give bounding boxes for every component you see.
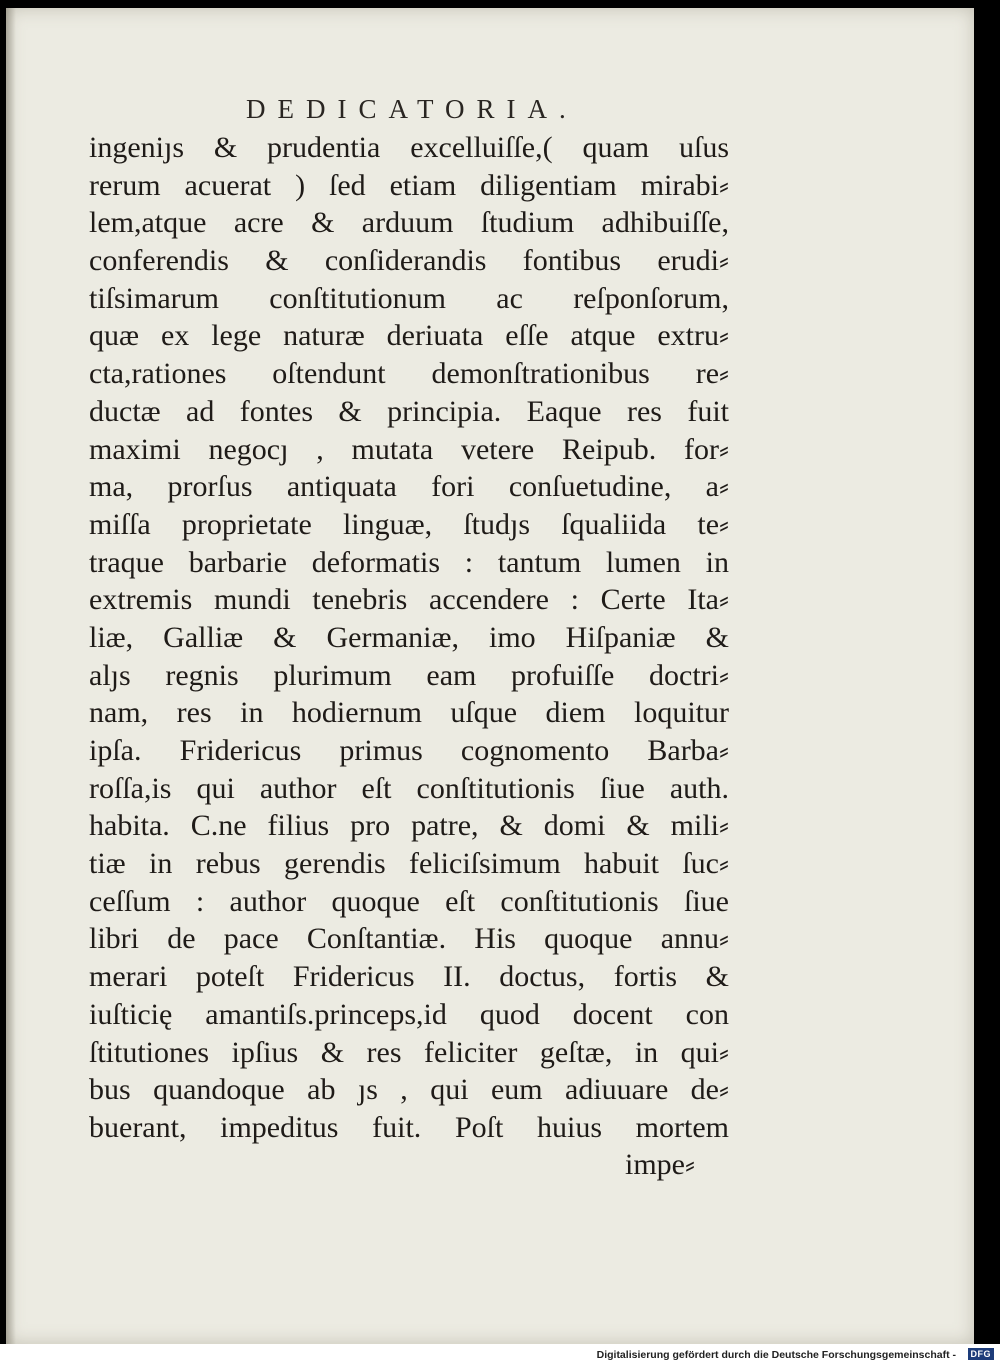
- text-line: alȷs regnis plurimum eam profuiſſe doctri⸗: [89, 658, 729, 692]
- body-text: [89, 129, 729, 1147]
- text-line: miſſa proprietate linguæ, ſtudȷs ſqualiida te⸗: [89, 507, 729, 541]
- text-line: libri de pace Conſtantiæ. His quoque annu⸗: [89, 922, 729, 956]
- text-line: liæ, Galliæ & Germaniæ, imo Hiſpaniæ &: [89, 620, 729, 654]
- text-line: merari poteſt Fridericus II. doctus, fortis &: [89, 960, 729, 994]
- text-line: bus quandoque ab ȷs , qui eum adiuuare de⸗: [89, 1073, 729, 1107]
- text-line: iuſticię amantiſs.princeps,id quod docent con: [89, 997, 729, 1031]
- text-line: tiſsimarum conſtitutionum ac reſponſorum,: [89, 281, 729, 315]
- text-line: extremis mundi tenebris accendere : Certe Ita⸗: [89, 583, 729, 617]
- text-line: ductæ ad fontes & principia. Eaque res fuit: [89, 394, 729, 428]
- text-line: roſſa,is qui author eſt conſtitutionis ſiue auth.: [89, 771, 729, 805]
- text-line: ma, prorſus antiquata fori conſuetudine, a⸗: [89, 470, 729, 504]
- text-line: ipſa. Fridericus primus cognomento Barba⸗: [89, 734, 729, 767]
- text-line: ſtitutiones ipſius & res feliciter geſtæ, in qui⸗: [89, 1035, 729, 1069]
- dfg-logo: DFG: [968, 1348, 995, 1360]
- text-line: ingeniȷs & prudentia excelluiſſe,( quam uſus: [89, 131, 729, 164]
- text-line: lem,atque acre & arduum ſtudium adhibuiſſe,: [89, 206, 729, 240]
- text-line: tiæ in rebus gerendis feliciſsimum habuit ſuc⸗: [89, 847, 729, 881]
- text-line: quæ ex lege naturæ deriuata eſſe atque extru⸗: [89, 319, 729, 353]
- text-line: habita. C.ne filius pro patre, & domi & mili⸗: [89, 809, 729, 843]
- book-page: [6, 8, 974, 1344]
- catchword: impe⸗: [625, 1148, 695, 1181]
- text-line: buerant, impeditus fuit. Poſt huius mortem: [89, 1110, 729, 1144]
- running-head: DEDICATORIA.: [246, 94, 578, 124]
- text-line: rerum acuerat ) ſed etiam diligentiam mirabi⸗: [89, 168, 729, 202]
- text-line: ceſſum : author quoque eſt conſtitutionis ſiue: [89, 884, 729, 918]
- text-line: nam, res in hodiernum uſque diem loquitur: [89, 696, 729, 730]
- text-line: traque barbarie deformatis : tantum lumen in: [89, 545, 729, 579]
- text-line: cta,rationes oſtendunt demonſtrationibus re⸗: [89, 357, 729, 391]
- text-line: maximi negocȷ , mutata vetere Reipub. for⸗: [89, 432, 729, 466]
- footer-credit: Digitalisierung gefördert durch die Deutsche Forschungsgemeinschaft -: [596, 1349, 956, 1361]
- text-line: conferendis & conſiderandis fontibus erudi⸗: [89, 244, 729, 278]
